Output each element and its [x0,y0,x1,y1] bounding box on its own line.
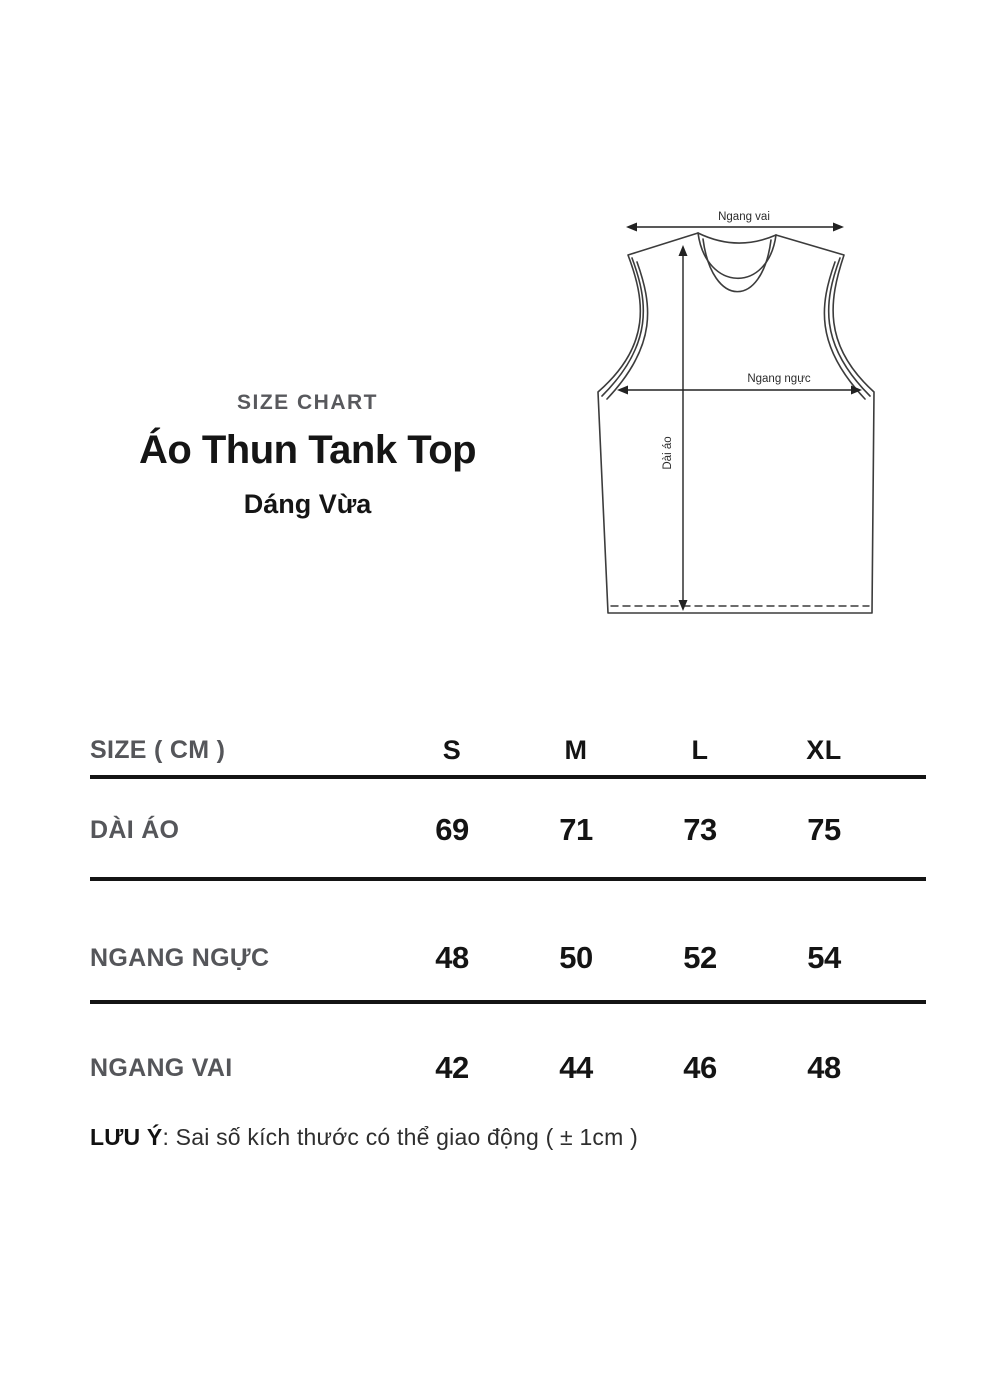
cell-ngang-nguc-m: 50 [559,940,593,975]
size-col-m: M [564,734,588,765]
size-col-s: S [442,734,462,765]
cell-ngang-vai-m: 44 [559,1050,593,1085]
fit-label: Dáng Vừa [243,489,372,519]
row-label: DÀI ÁO [90,815,180,844]
note-label: LƯU Ý [90,1124,163,1150]
length-arrow [679,245,688,611]
table-row-ngang-nguc [90,934,926,982]
table-divider [90,1000,926,1004]
table-row-ngang-vai [90,1044,926,1092]
cell-ngang-nguc-s: 48 [435,940,469,975]
table-header-label: SIZE ( CM ) [90,735,226,764]
size-col-xl: XL [806,734,842,765]
tank-top-outline [598,233,874,613]
cell-dai-ao-m: 71 [559,812,593,847]
table-divider [90,775,926,779]
tolerance-note [90,1124,638,1151]
tank-top-diagram [585,193,920,643]
table-row-dai-ao [90,806,926,854]
length-label: Dài áo [662,436,674,470]
cell-ngang-nguc-xl: 54 [807,940,841,975]
table-header-row [90,728,926,772]
row-label: NGANG NGỰC [90,943,270,972]
cell-dai-ao-xl: 75 [807,812,841,847]
cell-ngang-nguc-l: 52 [683,940,717,975]
size-chart-label: SIZE CHART [237,391,378,414]
cell-ngang-vai-l: 46 [683,1050,717,1085]
cell-dai-ao-s: 69 [435,812,469,847]
chest-width-arrow [617,386,862,395]
shoulder-width-arrow [626,223,844,232]
collar-inner-line [703,239,771,292]
size-col-l: L [691,734,709,765]
shoulder-width-label: Ngang vai [718,211,770,223]
left-armhole-trim-1 [602,258,643,396]
table-divider [90,877,926,881]
back-neck-line [698,233,776,243]
product-title: Áo Thun Tank Top [138,428,477,472]
note-text: : Sai số kích thước có thể giao động ( ± 1cm ) [162,1124,638,1150]
row-label: NGANG VAI [90,1053,233,1082]
cell-dai-ao-l: 73 [683,812,717,847]
chest-width-label: Ngang ngực [747,373,811,385]
cell-ngang-vai-xl: 48 [807,1050,841,1085]
cell-ngang-vai-s: 42 [435,1050,469,1085]
